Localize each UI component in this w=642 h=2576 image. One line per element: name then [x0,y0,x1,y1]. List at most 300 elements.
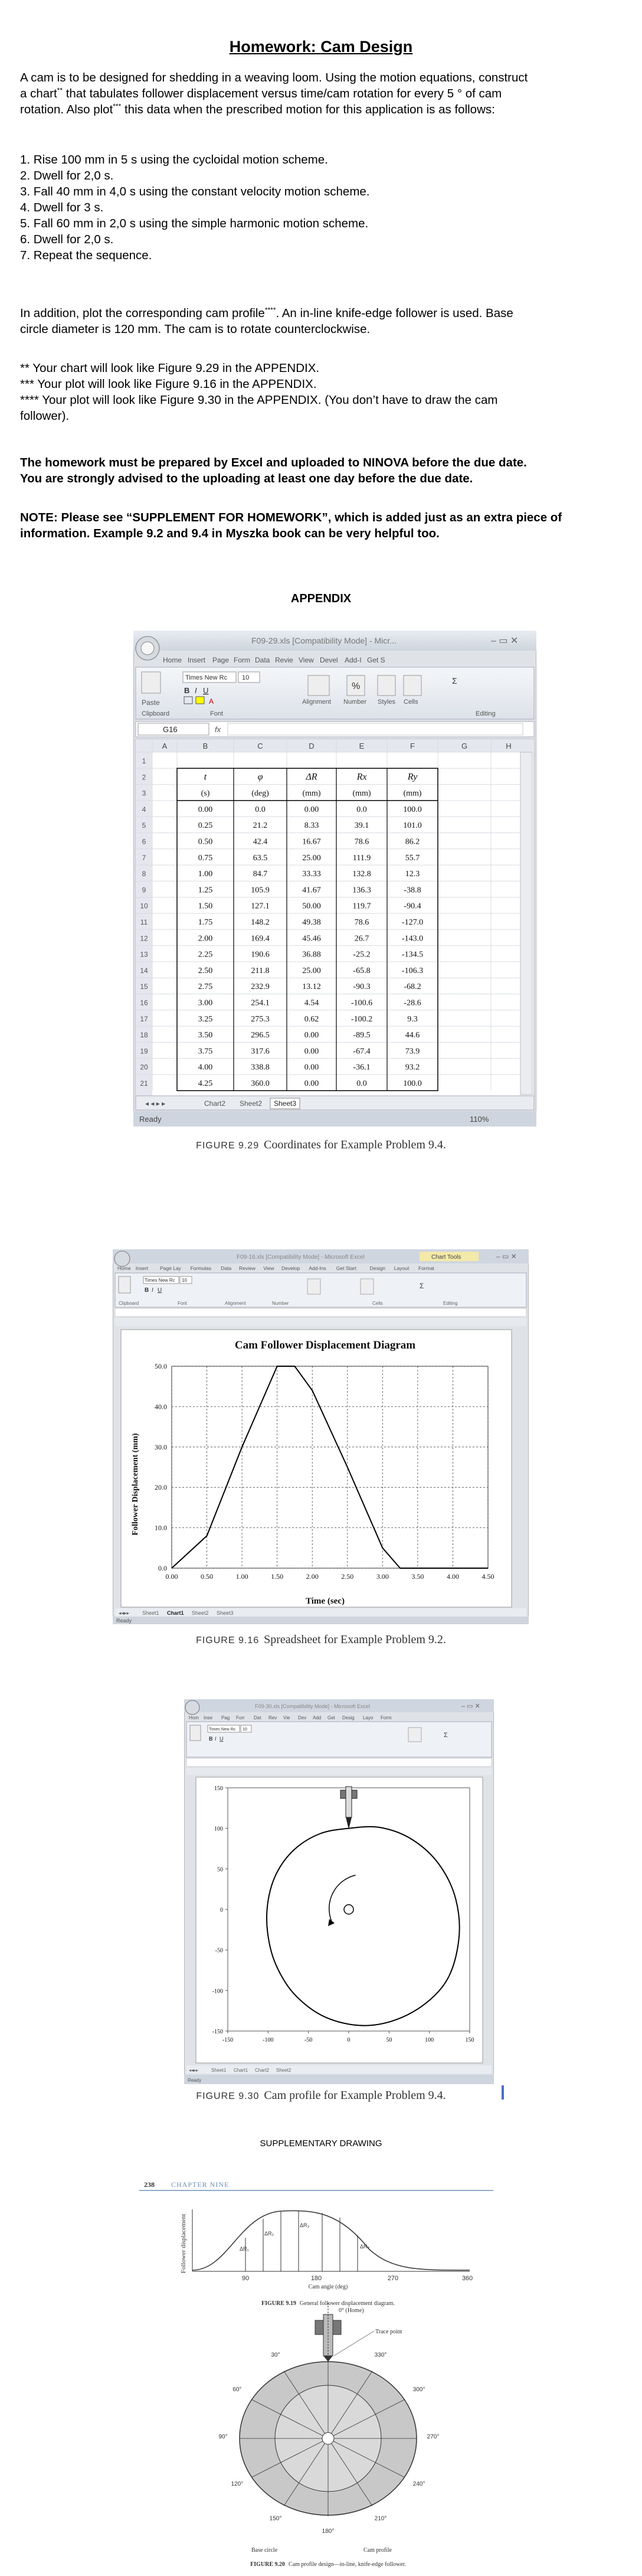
cam-profile-plot [212,1785,474,2043]
row-number[interactable]: 17 [140,1014,148,1023]
table-cell[interactable]: 111.9 [352,853,371,863]
paste-icon[interactable] [119,1276,130,1293]
table-cell[interactable]: 73.9 [405,1047,420,1056]
group-label: Font [178,1301,188,1306]
ribbon-tab[interactable]: Add [313,1715,322,1720]
window-controls[interactable]: – ▭ ✕ [461,1703,480,1710]
x-tick-label: 0.50 [201,1572,214,1581]
sheet-nav-icons[interactable]: ◂◂▸▸ [119,1610,130,1616]
italic-button[interactable]: I [215,1736,217,1742]
ribbon-tab[interactable]: Get Start [336,1265,356,1271]
ribbon-tab[interactable]: Dat [254,1715,261,1720]
x-tick-label: 1.50 [271,1572,284,1581]
y-tick-label: 30.0 [155,1442,167,1451]
figure-9-16-excel-window [113,1249,529,1624]
x-tick-label: -150 [222,2037,234,2043]
x-tick: 180 [310,2275,322,2282]
table-cell[interactable]: 0.62 [304,1014,319,1024]
formula-bar[interactable] [228,723,523,735]
italic-button[interactable]: I [152,1287,153,1294]
office-button[interactable] [185,1700,199,1715]
row-number[interactable]: 13 [140,950,148,959]
figure-9-29-caption: FIGURE 9.29 Coordinates for Example Problem 9.4. [196,1138,446,1151]
note-line: NOTE: Please see “SUPPLEMENT FOR HOMEWORK”, which is added just as an extra piece of [20,511,562,524]
bold-button[interactable]: B [209,1736,213,1742]
figure-9-29-excel-window [133,631,536,1127]
ribbon-tab[interactable]: Get S [367,656,385,664]
follower-stem [346,1787,352,1817]
table-cell[interactable]: 2.50 [198,966,213,975]
x-tick-label: 2.50 [341,1572,354,1581]
table-header: Ry [407,772,418,782]
displacement-plot [155,1362,494,1581]
note-line: **** Your plot will look like Figure 9.30 in the APPENDIX. (You don’t have to draw the cam [20,393,498,407]
ribbon-tab[interactable]: Insert [188,656,206,664]
window-controls[interactable]: – ▭ ✕ [491,636,519,646]
x-tick-label: 4.50 [482,1572,494,1581]
angle-label: 90° [218,2434,228,2440]
table-cell[interactable]: 9.3 [407,1014,418,1024]
italic-button[interactable]: I [195,686,197,695]
x-tick-label: 150 [465,2037,474,2043]
cells-icon[interactable] [404,675,421,696]
y-tick-label: 50 [217,1866,223,1873]
bold-button[interactable]: B [184,686,190,695]
table-cell[interactable]: 3.00 [198,998,213,1008]
column-header[interactable]: F [410,742,415,750]
table-cell[interactable]: 3.25 [198,1014,213,1024]
sheet-tab[interactable]: Chart2 [255,2068,270,2073]
ribbon-tab[interactable]: Inse [204,1715,213,1720]
ribbon-tab[interactable]: Pag [221,1715,230,1720]
table-cell[interactable]: 0.25 [198,821,213,831]
ribbon-tab[interactable]: Review [239,1265,256,1271]
y-tick-label: 150 [214,1785,223,1792]
table-cell[interactable]: 254.1 [251,998,270,1008]
ribbon-tab[interactable]: Page Lay [160,1265,181,1271]
row-number[interactable]: 8 [142,870,146,879]
due-notes [20,455,616,487]
intro-paragraph [20,70,616,117]
table-header: Rx [356,772,367,782]
appendix-heading: APPENDIX [290,592,352,605]
angle-label: 120° [231,2481,244,2487]
table-cell[interactable]: 55.7 [405,853,420,863]
svg-text:G16: G16 [163,725,178,734]
y-tick-label: -100 [212,1988,223,1995]
table-cell[interactable]: 0.75 [198,853,213,863]
office-button[interactable] [114,1251,130,1266]
column-header[interactable]: H [506,742,512,750]
table-cell[interactable]: 148.2 [251,918,270,927]
bold-button[interactable]: B [145,1287,149,1294]
group-label: Alignment [225,1301,246,1306]
table-cell[interactable]: 78.6 [354,837,369,847]
group-label: Cells [404,698,418,706]
ribbon-tab[interactable]: Devel [320,656,338,664]
group-label: Clipboard [119,1301,139,1306]
table-cell[interactable]: 136.3 [352,886,371,895]
formula-bar[interactable] [186,1758,492,1767]
ribbon-tab[interactable]: Layout [394,1265,410,1271]
ribbon-tab[interactable]: Rev [268,1715,277,1720]
intro-line: A cam is to be designed for shedding in a weaving loom. Using the motion equations, construct [20,71,528,84]
table-cell[interactable]: 16.67 [302,837,321,847]
table-cell[interactable]: 33.33 [302,870,321,879]
row-number[interactable]: 7 [142,853,146,862]
figure-9-20-caption: FIGURE 9.20 Cam profile design—in-line, knife-edge follower. [250,2561,406,2568]
table-cell[interactable]: 63.5 [253,853,268,863]
table-cell[interactable]: 25.00 [302,966,321,975]
group-label: Styles [378,698,395,706]
table-cell[interactable]: 44.6 [405,1031,420,1040]
row-number[interactable]: 3 [142,789,146,798]
row-number[interactable]: 4 [142,805,146,814]
row-number[interactable]: 20 [140,1063,148,1072]
row-number[interactable]: 6 [142,837,146,846]
table-cell[interactable]: 0.50 [198,837,213,847]
table-cell[interactable]: 1.75 [198,918,213,927]
table-cell[interactable]: 100.0 [403,1079,422,1088]
table-cell[interactable]: 78.6 [354,918,369,927]
x-tick-label: 100 [425,2037,434,2043]
table-cell[interactable]: -143.0 [401,934,424,943]
table-cell[interactable]: 0.00 [304,1079,319,1088]
y-tick-label: 0.0 [158,1564,167,1572]
zoom-level[interactable]: 110% [470,1115,489,1124]
x-tick-label: 4.00 [446,1572,459,1581]
table-unit: (mm) [403,789,422,798]
table-cell[interactable]: 49.38 [302,918,321,927]
angle-label: 60° [232,2386,242,2393]
formula-bar[interactable] [115,1308,526,1317]
fx-icon[interactable]: fx [215,725,221,734]
table-cell[interactable]: 4.25 [198,1079,213,1088]
table-cell[interactable]: 0.0 [356,1079,367,1088]
row-number[interactable]: 21 [140,1079,148,1088]
note-line: information. Example 9.2 and 9.4 in Myszka book can be very helpful too. [20,527,440,540]
ribbon-tab[interactable]: Data [255,656,270,664]
styles-icon[interactable] [378,675,395,696]
row-number[interactable]: 14 [140,966,148,975]
ribbon-tab[interactable]: Form [234,656,250,664]
sheet-tab[interactable]: Sheet1 [211,2068,227,2073]
step-item: 3. Fall 40 mm in 4,0 s using the constant velocity motion scheme. [20,185,370,198]
ribbon-tab[interactable]: Format [418,1265,434,1271]
chart-tools-label: Chart Tools [431,1254,461,1261]
table-cell[interactable]: 86.2 [405,837,420,847]
figure-9-19-caption: FIGURE 9.19 General follower displacement diagram. [261,2300,395,2307]
table-unit: (s) [201,789,210,798]
window-title: F09-29.xls [Compatibility Mode] - Micr... [251,636,397,645]
table-cell[interactable]: 105.9 [251,886,270,895]
row-number[interactable]: 19 [140,1047,148,1056]
y-tick-label: -150 [212,2029,223,2035]
group-label: Alignment [302,698,331,706]
row-number[interactable]: 10 [140,902,148,910]
ribbon-tab[interactable]: Hom [189,1715,199,1720]
row-number[interactable]: 18 [140,1031,148,1040]
table-cell[interactable]: 0.0 [255,805,266,814]
column-header[interactable]: D [309,742,315,750]
styles-icon[interactable] [307,1279,320,1294]
x-tick-label: 50 [386,2037,392,2043]
ribbon-tab[interactable]: Vie [283,1715,290,1720]
table-cell[interactable]: 317.6 [251,1047,270,1056]
note-line: ** Your chart will look like Figure 9.29 in the APPENDIX. [20,361,320,375]
x-tick-label: 1.00 [235,1572,248,1581]
sheet-tab[interactable]: Sheet2 [192,1610,209,1616]
angle-label: 150° [269,2515,282,2522]
mark-delta-r2: ΔR₂ [264,2231,274,2237]
table-cell[interactable]: 211.8 [251,966,270,975]
ribbon-tab[interactable]: Insert [135,1265,149,1271]
table-cell[interactable]: 0.00 [304,1063,319,1072]
status-text: Ready [139,1115,162,1124]
table-cell[interactable]: 0.00 [304,805,319,814]
table-cell[interactable]: 2.25 [198,950,213,959]
supplement-note [20,510,616,541]
table-cell[interactable]: -65.8 [353,966,371,975]
table-cell[interactable]: -90.3 [353,982,371,992]
row-number[interactable]: 12 [140,934,148,943]
table-unit: (deg) [251,789,269,798]
motion-steps-list [20,152,616,263]
ribbon-tab[interactable]: Design [369,1265,386,1271]
table-cell[interactable]: 275.3 [251,1014,270,1024]
table-cell[interactable]: 42.4 [253,837,268,847]
svg-text:Times New Rc: Times New Rc [145,1278,175,1283]
underline-button[interactable]: U [220,1736,224,1742]
row-number[interactable]: 9 [142,886,146,894]
table-cell[interactable]: 93.2 [405,1063,420,1072]
row-number[interactable]: 11 [140,918,148,926]
svg-text:10: 10 [182,1278,187,1283]
status-text: Ready [188,2078,202,2083]
ribbon-tab[interactable]: Home [163,656,182,664]
table-cell[interactable]: 296.5 [251,1031,270,1040]
x-tick-label: 3.00 [376,1572,389,1581]
table-cell[interactable]: 84.7 [253,870,268,879]
vertical-scrollbar[interactable] [520,752,532,1095]
x-tick-label: 2.00 [306,1572,319,1581]
table-cell[interactable]: 45.46 [302,934,321,943]
window-controls[interactable]: – ▭ ✕ [496,1252,517,1261]
supplementary-drawing [139,2179,505,2568]
group-label: Cells [372,1301,383,1306]
table-cell[interactable]: 1.00 [198,870,213,879]
sheet-tab-active[interactable]: Sheet3 [274,1099,297,1108]
cells-icon[interactable] [361,1279,374,1294]
mark-delta-r1: ΔR₁ [240,2246,249,2252]
group-label: Number [343,698,367,706]
row-number[interactable]: 15 [140,982,148,991]
figure-9-16-caption: FIGURE 9.16 Spreadsheet for Example Problem 9.2. [196,1633,446,1646]
x-tick: 270 [387,2275,399,2282]
paste-label: Paste [142,698,160,707]
table-cell[interactable]: 26.7 [354,934,369,943]
table-cell[interactable]: 190.6 [251,950,270,959]
table-cell[interactable]: 0.00 [304,1031,319,1040]
svg-text:10: 10 [243,1728,247,1732]
table-cell[interactable]: 4.00 [198,1063,213,1072]
table-cell[interactable]: -68.2 [404,982,421,992]
ribbon-tab[interactable]: Dev [298,1715,307,1720]
table-cell[interactable]: -90.4 [404,902,421,911]
cells-icon[interactable] [408,1728,421,1742]
table-cell[interactable]: 12.3 [405,870,420,879]
table-cell[interactable]: 41.67 [302,886,321,895]
page-title: Homework: Cam Design [229,38,413,55]
sheet-tab[interactable]: Sheet1 [142,1610,159,1616]
table-cell[interactable]: 0.0 [356,805,367,814]
status-text: Ready [116,1618,132,1624]
column-header[interactable]: G [461,742,468,750]
diagram-x-label: Cam angle (deg) [308,2284,348,2290]
table-cell[interactable]: 3.75 [198,1047,213,1056]
column-header[interactable]: C [257,742,263,750]
intro-line: a chart** that tabulates follower displacement versus time/cam rotation for every 5 ° of cam [20,86,502,100]
table-cell[interactable]: -100.6 [351,998,373,1008]
ribbon-tab[interactable]: Get [327,1715,335,1720]
plot-area [172,1366,488,1568]
supplementary-heading: SUPPLEMENTARY DRAWING [260,2138,382,2149]
ribbon-tab[interactable]: Data [221,1265,232,1271]
step-item: 7. Repeat the sequence. [20,249,152,262]
table-cell[interactable]: 1.50 [198,902,213,911]
row-number[interactable]: 5 [142,821,146,830]
table-cell[interactable]: -106.3 [401,966,424,975]
table-cell[interactable]: 127.1 [251,902,270,911]
y-tick-label: 20.0 [155,1483,167,1492]
table-cell[interactable]: 101.0 [403,821,422,831]
table-cell[interactable]: 4.54 [304,998,319,1008]
figure-notes [20,360,616,424]
spreadsheet-grid [136,739,534,1096]
addition-paragraph [20,305,616,337]
ribbon-tab[interactable]: View [263,1265,274,1271]
ribbon-tab[interactable]: View [299,656,314,664]
table-cell[interactable]: 0.00 [198,805,213,814]
table-cell[interactable]: 50.00 [302,902,321,911]
table-cell[interactable]: -89.5 [353,1031,371,1040]
row-number[interactable]: 2 [142,773,146,782]
table-cell[interactable]: 8.33 [304,821,319,831]
fill-color-icon[interactable] [196,697,204,704]
book-chapter-label: CHAPTER NINE [171,2180,230,2189]
table-cell[interactable]: 13.12 [302,982,321,992]
table-cell[interactable]: 39.1 [354,821,369,831]
sheet-tab[interactable]: Sheet2 [240,1099,263,1108]
table-cell[interactable]: -134.5 [401,950,424,959]
paste-icon[interactable] [190,1725,201,1741]
ribbon-tab[interactable]: Revie [275,656,293,664]
table-cell[interactable]: 2.75 [198,982,213,992]
angle-label: 300° [412,2386,425,2393]
ribbon-tab[interactable]: Page [212,656,230,664]
paste-icon[interactable] [142,672,160,693]
table-cell[interactable]: 25.00 [302,853,321,863]
table-cell[interactable]: 1.25 [198,886,213,895]
underline-button[interactable]: U [203,686,209,695]
y-tick-label: 0 [220,1907,223,1914]
ribbon-tab[interactable]: Form [381,1715,392,1720]
table-cell[interactable]: -127.0 [401,918,424,927]
table-cell[interactable]: 360.0 [251,1079,270,1088]
intro-line: rotation. Also plot*** this data when the prescribed motion for this application is as follows: [20,102,495,116]
sheet-tab[interactable]: Chart1 [234,2068,248,2073]
table-cell[interactable]: -28.6 [404,998,421,1008]
table-cell[interactable]: -67.4 [353,1047,371,1056]
ribbon-tab[interactable]: Layo [363,1715,374,1720]
table-cell[interactable]: 169.4 [251,934,270,943]
mark-delta-r4: ΔR₄ [360,2244,370,2249]
table-cell[interactable]: 36.88 [302,950,321,959]
window-title: F09-30.xls [Compatibility Mode] - Microsoft Excel [255,1703,371,1709]
column-header[interactable]: E [359,742,365,750]
ribbon-tab[interactable]: Formulas [190,1265,212,1271]
step-item: 4. Dwell for 3 s. [20,201,104,214]
autosum-icon[interactable]: Σ [444,1732,448,1739]
y-tick-label: -50 [215,1947,223,1954]
table-cell[interactable]: 132.8 [352,870,371,879]
ribbon-tab[interactable]: Home [117,1265,131,1271]
sheet-tab[interactable]: Sheet2 [276,2068,291,2073]
ribbon-tab[interactable]: Forr [236,1715,245,1720]
alignment-icon[interactable] [308,675,329,696]
sheet-nav-icons[interactable]: ◂◂▸▸ [189,2068,199,2073]
ribbon-tab[interactable]: Desig [342,1715,355,1720]
table-cell[interactable]: 232.9 [251,982,270,992]
sheet-tab-active[interactable]: Chart1 [167,1610,184,1616]
sheet-tab[interactable]: Chart2 [204,1099,226,1108]
addition-line: circle diameter is 120 mm. The cam is to rotate counterclockwise. [20,322,371,336]
underline-button[interactable]: U [158,1287,162,1294]
sheet-nav-icons[interactable]: ◂ ◂ ▸ ▸ [145,1099,166,1108]
table-cell[interactable]: 2.00 [198,934,213,943]
table-cell[interactable]: -100.2 [351,1014,373,1024]
table-header: ΔR [306,772,317,782]
column-header[interactable]: A [162,742,168,750]
table-cell[interactable]: -38.8 [404,886,421,895]
ribbon-tab[interactable]: Develop [281,1265,300,1271]
font-color-icon[interactable]: A [209,697,214,706]
group-label: Editing [476,710,496,717]
table-cell[interactable]: 21.2 [253,821,268,831]
addition-line: In addition, plot the corresponding cam profile****. An in-line knife-edge follower is used. Base [20,306,513,320]
step-item: 5. Fall 60 mm in 2,0 s using the simple harmonic motion scheme. [20,217,369,230]
group-label: Font [210,710,224,717]
sheet-tab[interactable]: Sheet3 [217,1610,234,1616]
ribbon-tab[interactable]: Add-I [345,656,362,664]
autosum-icon[interactable]: Σ [452,676,457,685]
angle-label: 180° [322,2528,335,2535]
column-header[interactable]: B [202,742,208,750]
table-cell[interactable]: 100.0 [403,805,422,814]
row-number[interactable]: 16 [140,998,148,1007]
autosum-icon[interactable]: Σ [420,1282,424,1290]
ribbon-tab[interactable]: Add-Ins [309,1265,326,1271]
table-cell[interactable]: -36.1 [353,1063,371,1072]
table-cell[interactable]: 119.7 [352,902,371,911]
table-cell[interactable]: 3.50 [198,1031,213,1040]
x-tick-label: 0.00 [165,1572,178,1581]
table-cell[interactable]: 0.00 [304,1047,319,1056]
table-cell[interactable]: -25.2 [353,950,371,959]
row-number[interactable]: 1 [142,757,146,765]
figure-9-30-excel-window [184,1699,494,2084]
table-cell[interactable]: 338.8 [251,1063,270,1072]
